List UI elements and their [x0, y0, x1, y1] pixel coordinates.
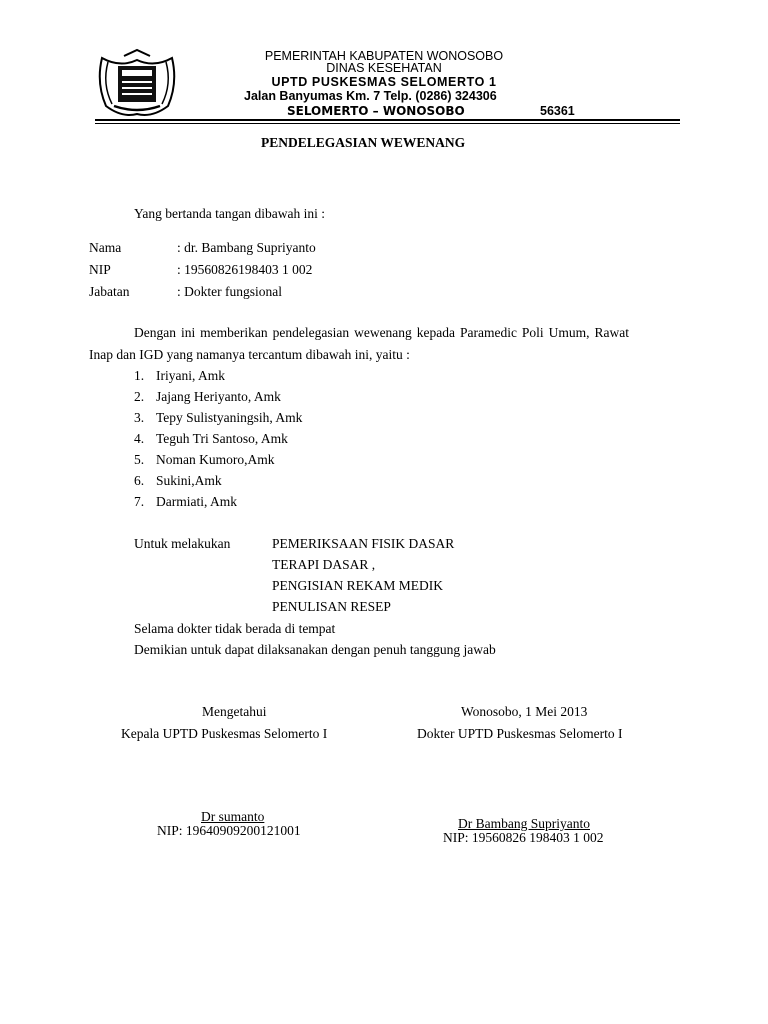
- head-position: Kepala UPTD Puskesmas Selomerto I: [121, 726, 328, 741]
- identity-name-value: : dr. Bambang Supriyanto: [177, 240, 316, 255]
- staff-name: Tepy Sulistyaningsih, Amk: [156, 410, 303, 425]
- paragraph-line-2: Inap dan IGD yang namanya tercantum dibawah ini, yaitu :: [89, 347, 410, 362]
- identity-nip-value: : 19560826198403 1 002: [177, 262, 313, 277]
- doctor-nip: NIP: 19560826 198403 1 002: [443, 830, 604, 845]
- task-item: PENULISAN RESEP: [272, 599, 391, 614]
- staff-number: 5.: [134, 452, 145, 467]
- letterhead-divider-thin: [95, 123, 680, 124]
- head-name: Dr sumanto: [201, 809, 265, 824]
- head-nip: NIP: 19640909200121001: [157, 823, 301, 838]
- tasks-label: Untuk melakukan: [134, 536, 231, 551]
- place-date: Wonosobo, 1 Mei 2013: [461, 704, 588, 719]
- task-item: PENGISIAN REKAM MEDIK: [272, 578, 443, 593]
- letterhead-agency: DINAS KESEHATAN: [326, 61, 442, 75]
- letterhead-city: SELOMERTO – WONOSOBO: [287, 104, 465, 118]
- letterhead-government: PEMERINTAH KABUPATEN WONOSOBO: [264, 49, 504, 63]
- acknowledged-caption: Mengetahui: [202, 704, 267, 719]
- staff-number: 3.: [134, 410, 145, 425]
- identity-name-label: Nama: [89, 240, 122, 255]
- paragraph-line-1: Dengan ini memberikan pendelegasian wewenang kepada Paramedic Poli Umum, Rawat: [134, 325, 629, 340]
- doctor-name: Dr Bambang Supriyanto: [458, 816, 590, 831]
- staff-name: Iriyani, Amk: [156, 368, 225, 383]
- task-item: PEMERIKSAAN FISIK DASAR: [272, 536, 455, 551]
- closing-line-2: Demikian untuk dapat dilaksanakan dengan penuh tanggung jawab: [134, 642, 496, 657]
- staff-name: Jajang Heriyanto, Amk: [156, 389, 281, 404]
- closing-line-1: Selama dokter tidak berada di tempat: [134, 621, 336, 636]
- doctor-position: Dokter UPTD Puskesmas Selomerto I: [417, 726, 623, 741]
- staff-number: 7.: [134, 494, 145, 509]
- staff-number: 6.: [134, 473, 145, 488]
- intro-text: Yang bertanda tangan dibawah ini :: [134, 206, 325, 221]
- staff-name: Teguh Tri Santoso, Amk: [156, 431, 288, 446]
- staff-name: Sukini,Amk: [156, 473, 222, 488]
- identity-position-label: Jabatan: [89, 284, 130, 299]
- regency-emblem-icon: [94, 48, 180, 118]
- staff-name: Noman Kumoro,Amk: [156, 452, 275, 467]
- identity-position-value: : Dokter fungsional: [177, 284, 282, 299]
- staff-number: 2.: [134, 389, 145, 404]
- staff-name: Darmiati, Amk: [156, 494, 237, 509]
- letterhead-unit: UPTD PUSKESMAS SELOMERTO 1: [271, 75, 497, 89]
- task-item: TERAPI DASAR ,: [272, 557, 376, 572]
- letterhead-address: Jalan Banyumas Km. 7 Telp. (0286) 324306: [244, 89, 497, 103]
- identity-nip-label: NIP: [89, 262, 111, 277]
- staff-number: 4.: [134, 431, 145, 446]
- staff-number: 1.: [134, 368, 145, 383]
- document-title: PENDELEGASIAN WEWENANG: [261, 135, 466, 150]
- letterhead-zip: 56361: [540, 104, 575, 118]
- letterhead-divider: [95, 119, 680, 121]
